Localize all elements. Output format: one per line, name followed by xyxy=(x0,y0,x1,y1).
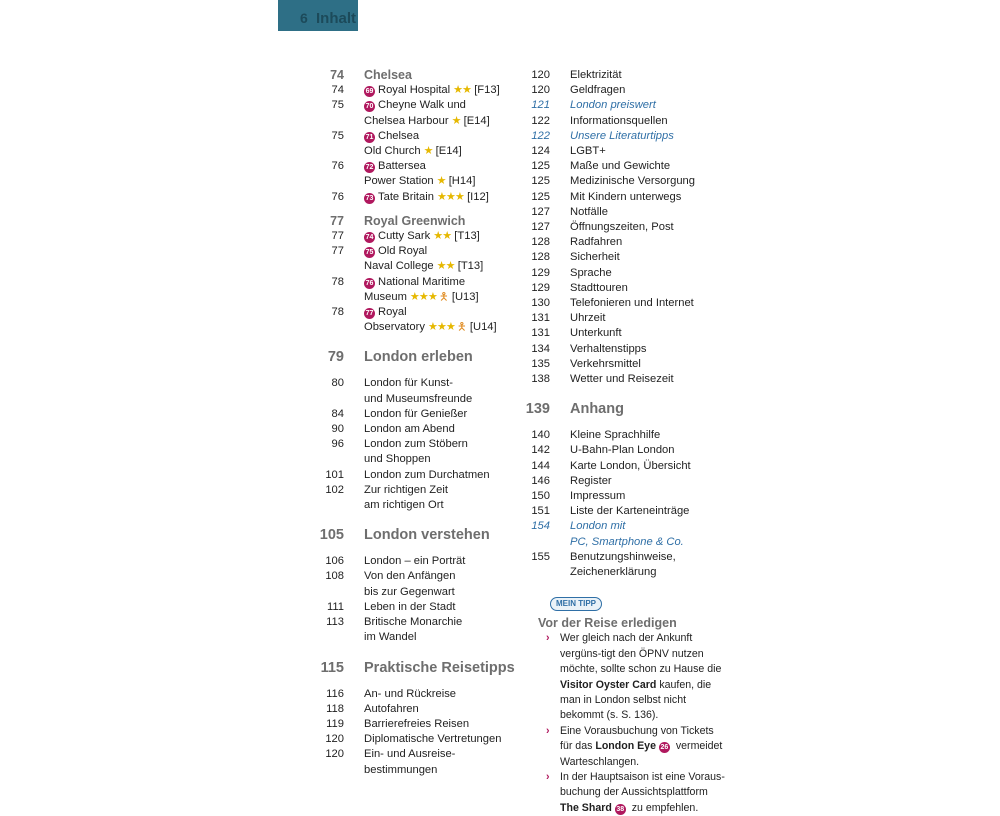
toc-entry[interactable] xyxy=(305,702,515,717)
section-title: London verstehen xyxy=(364,527,490,544)
entry-title: Autofahren xyxy=(364,702,419,715)
family-friendly-icon: 🯅 xyxy=(439,290,449,303)
entry-title: Britische Monarchie xyxy=(364,616,463,629)
entry-page-number: 116 xyxy=(326,687,344,700)
mein-tipp-badge: MEIN TIPP xyxy=(550,597,602,611)
entry-page-number: 78 xyxy=(331,275,344,288)
entry-title: Notfälle xyxy=(570,205,608,218)
entry-title-continued: Museum ★★★ 🯅 [U13] xyxy=(364,290,479,303)
toc-entry[interactable] xyxy=(515,144,735,159)
entry-page-number: 102 xyxy=(325,483,344,496)
toc-entry-continued xyxy=(515,565,735,580)
toc-entry[interactable] xyxy=(305,717,515,732)
entry-title: Unterkunft xyxy=(570,327,622,340)
entry-page-number: 131 xyxy=(531,327,550,340)
sight-number-badge: 71 xyxy=(365,133,374,141)
entry-page-number: 150 xyxy=(531,490,550,503)
entry-title: Verhaltenstipps xyxy=(570,342,647,355)
entry-page-number: 80 xyxy=(331,377,344,390)
section-title: Anhang xyxy=(570,401,624,418)
entry-page-number: 74 xyxy=(331,84,344,97)
spacer xyxy=(305,646,515,658)
toc-entry[interactable] xyxy=(515,83,735,98)
entry-title: London mit xyxy=(570,520,626,533)
entry-title: Benutzungshinweise, xyxy=(570,550,676,563)
entry-title: Impressum xyxy=(570,490,626,503)
section-page-number: 79 xyxy=(327,349,344,366)
toc-entry[interactable] xyxy=(515,190,735,205)
star-rating-icon: ★★★ xyxy=(427,321,456,334)
star-rating-icon: ★★★ xyxy=(409,290,437,303)
star-rating-icon: ★★ xyxy=(436,260,455,273)
toc-entry-continued xyxy=(305,392,515,407)
star-rating-icon: ★★★ xyxy=(436,190,465,203)
entry-page-number: 127 xyxy=(531,221,550,234)
entry-title: Barrierefreies Reisen xyxy=(364,717,470,730)
section-heading xyxy=(305,68,515,83)
toc-entry[interactable] xyxy=(305,407,515,422)
toc-entry[interactable] xyxy=(515,311,735,326)
entry-page-number: 96 xyxy=(331,438,344,451)
entry-page-number: 121 xyxy=(531,99,550,112)
toc-entry[interactable] xyxy=(305,732,515,747)
entry-title: 73 Tate Britain ★★★ [I12] xyxy=(365,190,489,203)
entry-page-number: 77 xyxy=(331,245,344,258)
entry-title: Kleine Sprachhilfe xyxy=(570,429,661,442)
toc-entry[interactable] xyxy=(515,474,735,489)
entry-title: Sprache xyxy=(570,266,612,279)
toc-left-column xyxy=(305,68,515,778)
entry-title-continued: Naval College ★★ [T13] xyxy=(364,260,484,273)
spacer xyxy=(305,513,515,525)
section-title: London erleben xyxy=(364,349,473,366)
toc-entry[interactable] xyxy=(305,159,515,174)
sight-number-badge: 73 xyxy=(365,194,374,202)
spacer xyxy=(305,205,515,214)
entry-title-continued: und Museumsfreunde xyxy=(364,392,473,405)
entry-page-number: 129 xyxy=(531,266,550,279)
entry-title-continued: im Wandel xyxy=(364,631,417,644)
spacer xyxy=(305,545,515,554)
toc-entry[interactable] xyxy=(305,275,515,290)
entry-title-continued: Power Station ★ [H14] xyxy=(364,175,476,188)
entry-title: London für Kunst- xyxy=(364,377,453,390)
toc-entry-continued xyxy=(305,452,515,467)
toc-entry[interactable] xyxy=(515,205,735,220)
entry-title: Geldfragen xyxy=(570,84,626,97)
sight-number-badge: 74 xyxy=(365,234,374,242)
toc-entry[interactable] xyxy=(305,98,515,113)
entry-title: London am Abend xyxy=(364,423,455,436)
map-grid-reference: [E14] xyxy=(435,145,462,158)
entry-title: London – ein Porträt xyxy=(364,555,466,568)
entry-title-continued: Old Church ★ [E14] xyxy=(364,145,462,158)
entry-page-number: 127 xyxy=(531,205,550,218)
toc-entry[interactable] xyxy=(515,266,735,281)
entry-title: Öffnungszeiten, Post xyxy=(570,221,674,234)
section-heading xyxy=(305,658,515,678)
toc-entry[interactable] xyxy=(305,483,515,498)
toc-entry[interactable] xyxy=(515,459,735,474)
entry-page-number: 118 xyxy=(326,702,344,715)
star-rating-icon: ★ xyxy=(451,114,461,127)
entry-title-continued: Observatory ★★★ 🯅 [U14] xyxy=(364,321,497,334)
star-rating-icon: ★★ xyxy=(433,230,452,243)
toc-entry[interactable] xyxy=(305,747,515,762)
toc-entry[interactable] xyxy=(515,98,735,113)
entry-title: 72 Battersea xyxy=(365,160,426,173)
entry-page-number: 154 xyxy=(531,520,550,533)
toc-entry-continued xyxy=(305,585,515,600)
entry-title: Stadttouren xyxy=(570,281,628,294)
entry-title: Mit Kindern unterwegs xyxy=(570,190,682,203)
toc-right-column xyxy=(515,68,735,580)
entry-title: London preiswert xyxy=(570,99,656,112)
section-page-number: 115 xyxy=(320,659,344,676)
toc-entry[interactable] xyxy=(305,468,515,483)
toc-entry[interactable] xyxy=(305,437,515,452)
toc-entry[interactable] xyxy=(515,326,735,341)
entry-title: Liste der Karteneinträge xyxy=(570,505,690,518)
entry-page-number: 128 xyxy=(531,236,550,249)
bullet-arrow-icon: › xyxy=(546,771,550,784)
section-title: Praktische Reisetipps xyxy=(364,659,515,676)
entry-title: Verkehrsmittel xyxy=(570,357,641,370)
sight-number-badge: 72 xyxy=(365,164,374,172)
entry-page-number: 122 xyxy=(531,114,550,127)
section-page-number: 139 xyxy=(525,401,550,418)
section-title: Chelsea xyxy=(364,68,412,82)
entry-title: 76 National Maritime xyxy=(365,275,466,288)
section-heading xyxy=(305,525,515,545)
entry-title-continued: Zeichenerklärung xyxy=(570,566,657,579)
entry-page-number: 120 xyxy=(531,69,550,81)
entry-title: U-Bahn-Plan London xyxy=(570,444,675,457)
entry-title: Medizinische Versorgung xyxy=(570,175,695,188)
map-grid-reference: [F13] xyxy=(474,84,500,97)
tip-title: Vor der Reise erledigen xyxy=(538,616,677,631)
page-number: 6 xyxy=(300,10,308,26)
spacer xyxy=(515,387,735,399)
toc-entry[interactable] xyxy=(515,296,735,311)
star-rating-icon: ★ xyxy=(423,145,433,158)
map-grid-reference: [U13] xyxy=(451,290,479,303)
map-grid-reference: [T13] xyxy=(457,260,484,273)
entry-page-number: 120 xyxy=(531,84,550,97)
toc-entry[interactable] xyxy=(305,615,515,630)
entry-title: London zum Stöbern xyxy=(364,438,468,451)
entry-page-number: 135 xyxy=(531,357,550,370)
entry-title-continued: und Shoppen xyxy=(364,453,431,466)
toc-entry-continued xyxy=(515,535,735,550)
entry-title: An- und Rückreise xyxy=(364,687,457,700)
entry-page-number: 122 xyxy=(531,129,550,142)
entry-page-number: 130 xyxy=(531,297,550,310)
section-title: Royal Greenwich xyxy=(364,213,466,228)
entry-title: London zum Durchatmen xyxy=(364,468,490,481)
section-heading xyxy=(515,399,735,419)
tip-bullet: › In der Hauptsaison ist eine Voraus-buchung der Aussichtsplattform The Shard 38 zu empfehlen. xyxy=(546,771,725,814)
page-title: Inhalt xyxy=(316,10,356,27)
entry-page-number: 144 xyxy=(531,459,550,472)
entry-page-number: 125 xyxy=(531,160,550,173)
entry-title: Maße und Gewichte xyxy=(570,160,671,173)
entry-page-number: 113 xyxy=(326,616,344,629)
toc-entry[interactable] xyxy=(305,190,515,205)
entry-title: 71 Chelsea xyxy=(365,129,420,142)
section-heading xyxy=(305,347,515,367)
entry-page-number: 75 xyxy=(331,129,344,142)
star-rating-icon: ★ xyxy=(436,175,446,188)
entry-title: Unsere Literaturtipps xyxy=(570,129,674,142)
toc-entry[interactable] xyxy=(515,235,735,250)
entry-page-number: 146 xyxy=(531,474,550,487)
toc-entry[interactable] xyxy=(515,519,735,534)
toc-entry[interactable] xyxy=(515,504,735,519)
entry-title: 69 Royal Hospital ★★ [F13] xyxy=(365,84,500,97)
entry-page-number: 76 xyxy=(331,160,344,173)
toc-entry[interactable] xyxy=(515,174,735,189)
sight-number-badge: 75 xyxy=(365,249,374,257)
toc-entry-continued xyxy=(305,630,515,645)
entry-title: Diplomatische Vertretungen xyxy=(364,733,502,746)
entry-title: Ein- und Ausreise- xyxy=(364,748,456,761)
entry-page-number: 76 xyxy=(331,190,344,203)
toc-entry[interactable] xyxy=(305,422,515,437)
entry-title: Sicherheit xyxy=(570,251,620,264)
entry-title: Telefonieren und Internet xyxy=(570,297,694,310)
toc-entry[interactable] xyxy=(515,250,735,265)
entry-page-number: 128 xyxy=(531,251,550,264)
sight-number-badge: 76 xyxy=(365,279,374,287)
map-grid-reference: [U14] xyxy=(469,321,497,334)
entry-page-number: 129 xyxy=(531,281,550,294)
section-page-number: 74 xyxy=(330,68,344,82)
toc-entry[interactable] xyxy=(515,129,735,144)
toc-entry-continued xyxy=(305,259,515,274)
toc-entry-continued xyxy=(305,290,515,305)
toc-entry[interactable] xyxy=(515,342,735,357)
entry-page-number: 108 xyxy=(325,570,344,583)
entry-page-number: 138 xyxy=(531,373,550,386)
entry-title-continued: PC, Smartphone & Co. xyxy=(570,535,684,548)
bullet-arrow-icon: › xyxy=(546,632,550,645)
spacer xyxy=(305,335,515,347)
spacer xyxy=(305,678,515,687)
toc-entry[interactable] xyxy=(515,357,735,372)
section-page-number: 77 xyxy=(330,213,344,228)
sight-number-badge: 38 xyxy=(616,805,625,813)
entry-page-number: 106 xyxy=(325,555,344,568)
entry-title: Karte London, Übersicht xyxy=(570,459,691,472)
mein-tipp-box xyxy=(538,596,728,816)
toc-entry[interactable] xyxy=(305,129,515,144)
toc-entry-continued xyxy=(305,174,515,189)
entry-page-number: 151 xyxy=(531,505,550,518)
entry-title: Elektrizität xyxy=(570,69,622,81)
toc-entry[interactable] xyxy=(305,554,515,569)
toc-entry-continued xyxy=(305,114,515,129)
entry-title: Von den Anfängen xyxy=(364,570,456,583)
entry-page-number: 84 xyxy=(331,407,344,420)
entry-title: Register xyxy=(570,474,612,487)
toc-entry-continued xyxy=(305,763,515,778)
spacer xyxy=(515,419,735,428)
toc-entry[interactable] xyxy=(515,428,735,443)
toc-entry[interactable] xyxy=(515,550,735,565)
toc-entry[interactable] xyxy=(515,220,735,235)
tip-bullet: › Eine Vorausbuchung von Tickets für das London Eye 26 vermeidet Warteschlangen. xyxy=(546,724,723,768)
entry-page-number: 75 xyxy=(331,99,344,112)
entry-page-number: 120 xyxy=(325,733,344,746)
entry-page-number: 124 xyxy=(531,145,550,158)
entry-title: LGBT+ xyxy=(570,145,606,158)
toc-entry[interactable] xyxy=(305,600,515,615)
entry-page-number: 125 xyxy=(531,190,550,203)
entry-title: 74 Cutty Sark ★★ [T13] xyxy=(365,230,480,243)
toc-entry[interactable] xyxy=(515,443,735,458)
toc-entry[interactable] xyxy=(305,83,515,98)
section-page-number: 105 xyxy=(319,527,344,544)
toc-entry-continued xyxy=(305,498,515,513)
entry-page-number: 90 xyxy=(331,423,344,436)
entry-title: London für Genießer xyxy=(364,407,468,420)
entry-title: 70 Cheyne Walk und xyxy=(365,99,466,112)
entry-title: 77 Royal xyxy=(365,306,407,319)
toc-entry[interactable] xyxy=(515,114,735,129)
entry-title-continued: bestimmungen xyxy=(364,763,438,776)
bullet-arrow-icon: › xyxy=(546,724,550,737)
tip-highlight: The Shard xyxy=(560,801,612,814)
toc-entry[interactable] xyxy=(515,68,735,83)
entry-title: Zur richtigen Zeit xyxy=(364,483,448,496)
sight-number-badge: 70 xyxy=(365,103,374,111)
toc-entry[interactable] xyxy=(515,372,735,387)
toc-entry[interactable] xyxy=(305,229,515,244)
star-rating-icon: ★★ xyxy=(453,84,472,97)
entry-title: Uhrzeit xyxy=(570,312,606,325)
entry-page-number: 77 xyxy=(331,230,344,243)
entry-title-continued: am richtigen Ort xyxy=(364,499,444,512)
entry-page-number: 140 xyxy=(531,429,550,442)
entry-title: Informationsquellen xyxy=(570,114,668,127)
section-heading xyxy=(305,214,515,229)
tip-bullet: › Wer gleich nach der Ankunft vergüns-tigt den ÖPNV nutzen möchte, sollte schon zu Hause die Visitor Oyster Card kaufen, die man in London selbst nicht bekommt (s. S. 136). xyxy=(546,632,722,722)
toc-entry[interactable] xyxy=(515,489,735,504)
map-grid-reference: [T13] xyxy=(454,230,480,243)
map-grid-reference: [H14] xyxy=(448,175,476,188)
entry-page-number: 155 xyxy=(531,550,550,563)
entry-page-number: 142 xyxy=(531,444,550,457)
toc-entry-continued xyxy=(305,320,515,335)
entry-title: Wetter und Reisezeit xyxy=(570,373,674,386)
toc-entry-continued xyxy=(305,144,515,159)
toc-entry[interactable] xyxy=(305,569,515,584)
sight-number-badge: 26 xyxy=(660,744,669,752)
entry-title: Leben in der Stadt xyxy=(364,600,456,613)
entry-page-number: 134 xyxy=(531,342,550,355)
entry-page-number: 125 xyxy=(531,175,550,188)
entry-page-number: 131 xyxy=(531,312,550,325)
spacer xyxy=(305,367,515,376)
entry-title: Radfahren xyxy=(570,236,623,249)
sight-number-badge: 77 xyxy=(365,310,374,318)
entry-title: 75 Old Royal xyxy=(365,245,428,258)
family-friendly-icon: 🯅 xyxy=(457,321,467,334)
toc-entry[interactable] xyxy=(305,687,515,702)
toc-entry[interactable] xyxy=(515,159,735,174)
toc-entry[interactable] xyxy=(305,376,515,391)
toc-entry[interactable] xyxy=(515,281,735,296)
toc-entry[interactable] xyxy=(305,244,515,259)
entry-page-number: 101 xyxy=(325,468,344,481)
map-grid-reference: [I12] xyxy=(467,190,489,203)
map-grid-reference: [E14] xyxy=(463,114,490,127)
entry-page-number: 119 xyxy=(326,717,344,730)
tip-highlight: Visitor Oyster Card xyxy=(560,678,657,691)
entry-page-number: 111 xyxy=(326,600,344,613)
tip-highlight: London Eye xyxy=(595,740,656,753)
entry-title-continued: bis zur Gegenwart xyxy=(364,585,455,598)
sight-number-badge: 69 xyxy=(365,88,374,96)
toc-entry[interactable] xyxy=(305,305,515,320)
entry-page-number: 78 xyxy=(331,306,344,319)
entry-title-continued: Chelsea Harbour ★ [E14] xyxy=(364,114,490,127)
entry-page-number: 120 xyxy=(325,748,344,761)
